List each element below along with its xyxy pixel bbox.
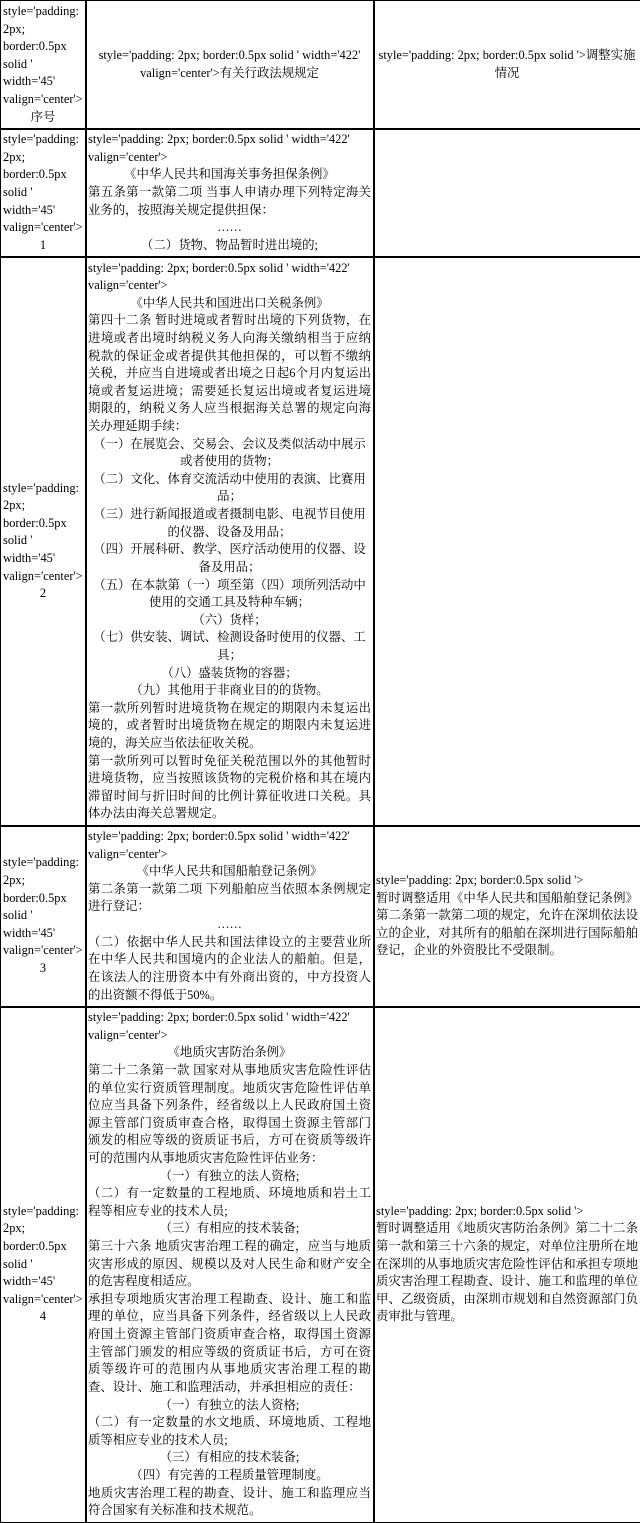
adjustment-paragraph: 暂时调整适用《地质灾害防治条例》第二十二条第一款和第三十六条的规定，对单位注册所在地在深圳的从事地质灾害危险性评估和承担专项地质灾害治理工程勘查、设计、施工和监理的单位甲、乙级资质，由深圳市规划和自然资源部门负责审批与管理。	[376, 1220, 638, 1326]
row-regulation-cell	[86, 129, 374, 257]
row-index-value: 1	[3, 237, 83, 255]
regulation-paragraph: （二）依据中华人民共和国法律设立的主要营业所在中华人民共和国境内的企业法人的船舶。但是，在该法人的注册资本中有外商出资的，中方投资人的出资额不得低于50%。	[88, 934, 371, 1004]
regulation-paragraph: 第一款所列暂时进境货物在规定的期限内未复运出境的，或者暂时出境货物在规定的期限内未复运进境的，海关应当依法征收关税。	[88, 700, 371, 753]
raw-attr-text: style='padding: 2px; border:0.5px solid ' width='422' valign='center'>	[88, 1010, 353, 1042]
table-header-row	[1, 1, 640, 129]
regulation-title: 《中华人民共和国进出口关税条例》	[88, 295, 371, 313]
regulation-paragraph: 第四十二条 暂时进境或者暂时出境的下列货物，在进境或者出境时纳税义务人向海关缴纳相当于应纳税款的保证金或者提供其他担保的，可以暂不缴纳关税，并应当自进境或者出境之日起6个月内复运出境或者复运进境；需要延长复运出境或者复运进境期限的，纳税义务人应当根据海关总署的规定向海关办理延期手续：	[88, 312, 371, 435]
column-header-regulation: 有关行政法规规定	[220, 66, 319, 80]
table-row	[1, 1007, 640, 1523]
header-cell-index	[1, 1, 86, 129]
regulation-paragraph: ……	[88, 219, 371, 237]
row-adjustment-cell	[374, 826, 640, 1007]
raw-attr-text: style='padding: 2px; border:0.5px solid ' width='45' valign='center'>	[3, 131, 83, 237]
table-row	[1, 257, 640, 826]
regulation-paragraph: 第一款所列可以暂时免征关税范围以外的其他暂时进境货物，应当按照该货物的完税价格和其在境内滞留时间与折旧时间的比例计算征收进口关税。具体办法由海关总署规定。	[88, 753, 371, 823]
regulation-title: 《中华人民共和国船舶登记条例》	[88, 863, 371, 881]
regulation-paragraph: 第三十六条 地质灾害治理工程的确定，应当与地质灾害形成的原因、规模以及对人民生命和财产安全的危害程度相适应。	[88, 1238, 371, 1291]
column-header-adjustment: 调整实施情况	[495, 48, 636, 80]
raw-attr-text: style='padding: 2px; border:0.5px solid ' width='422' valign='center'>	[99, 48, 364, 80]
adjustment-paragraph: 暂时调整适用《中华人民共和国船舶登记条例》第二条第一款第二项的规定，允许在深圳依法设立的企业，对其所有的船舶在深圳进行国际船舶登记，企业的外资股比不受限制。	[376, 890, 638, 960]
row-index-value: 3	[3, 960, 83, 978]
raw-attr-text: style='padding: 2px; border:0.5px solid ' width='422' valign='center'>	[88, 261, 353, 293]
regulation-paragraph: （六）货样；	[88, 612, 371, 630]
row-index-cell	[1, 1007, 86, 1523]
regulation-paragraph: （五）在本款第（一）项至第（四）项所列活动中使用的交通工具及特种车辆；	[88, 577, 371, 612]
regulation-paragraph: 第二十二条第一款 国家对从事地质灾害危险性评估的单位实行资质管理制度。地质灾害危险性评估单位应当具备下列条件，经省级以上人民政府国土资源主管部门资质审查合格，取得国土资源主管部门颁发的相应等级的资质证书后，方可在资质等级许可的范围内从事地质灾害危险性评估业务：	[88, 1062, 371, 1168]
regulation-paragraph: 第五条第一款第二项 当事人申请办理下列特定海关业务的，按照海关规定提供担保：	[88, 184, 371, 219]
regulation-paragraph: 第二条第一款第二项 下列船舶应当依照本条例规定进行登记：	[88, 881, 371, 916]
regulation-paragraph: （四）开展科研、教学、医疗活动使用的仪器、设备及用品；	[88, 541, 371, 576]
regulation-paragraph: （四）有完善的工程质量管理制度。	[88, 1467, 371, 1485]
regulation-title: 《中华人民共和国海关事务担保条例》	[88, 166, 371, 184]
regulation-paragraph: （二）货物、物品暂时进出境的;	[88, 237, 371, 255]
header-cell-adjustment	[374, 1, 640, 129]
table-row	[1, 129, 640, 257]
row-adjustment-cell	[374, 1007, 640, 1523]
row-regulation-cell	[86, 826, 374, 1007]
raw-attr-text: style='padding: 2px; border:0.5px solid ' width='45' valign='center'>	[3, 854, 83, 960]
regulation-paragraph: （二）文化、体育交流活动中使用的表演、比赛用品；	[88, 471, 371, 506]
row-index-value: 4	[3, 1308, 83, 1326]
row-regulation-cell	[86, 1007, 374, 1523]
regulation-paragraph: ……	[88, 916, 371, 934]
raw-attr-text: style='padding: 2px; border:0.5px solid ' width='422' valign='center'>	[88, 829, 353, 861]
regulation-paragraph: 承担专项地质灾害治理工程勘查、设计、施工和监理的单位，应当具备下列条件，经省级以上人民政府国土资源主管部门资质审查合格，取得国土资源主管部门颁发的相应等级的资质证书后，方可在资质等级许可的范围内从事地质灾害治理工程的勘查、设计、施工和监理活动，并承担相应的责任：	[88, 1291, 371, 1397]
regulation-paragraph: （二）有一定数量的工程地质、环境地质和岩土工程等相应专业的技术人员;	[88, 1185, 371, 1220]
regulation-paragraph: （一）在展览会、交易会、会议及类似活动中展示或者使用的货物；	[88, 436, 371, 471]
row-index-cell	[1, 257, 86, 826]
row-index-cell	[1, 826, 86, 1007]
raw-attr-text: style='padding: 2px; border:0.5px solid ' width='45' valign='center'>	[3, 3, 83, 109]
regulation-paragraph: （三）进行新闻报道或者摄制电影、电视节目使用的仪器、设备及用品；	[88, 506, 371, 541]
column-header-index: 序号	[3, 109, 83, 127]
row-adjustment-cell	[374, 129, 640, 257]
regulation-paragraph: （一）有独立的法人资格;	[88, 1397, 371, 1415]
raw-attr-text: style='padding: 2px; border:0.5px solid '>	[379, 48, 586, 62]
regulation-paragraph: （三）有相应的技术装备;	[88, 1449, 371, 1467]
raw-attr-text: style='padding: 2px; border:0.5px solid ' width='45' valign='center'>	[3, 1203, 83, 1309]
row-regulation-cell	[86, 257, 374, 826]
regulation-paragraph: 地质灾害治理工程的勘查、设计、施工和监理应当符合国家有关标准和技术规范。	[88, 1485, 371, 1520]
table-row	[1, 826, 640, 1007]
regulation-paragraph: （七）供安装、调试、检测设备时使用的仪器、工具；	[88, 629, 371, 664]
raw-attr-text: style='padding: 2px; border:0.5px solid '>	[376, 1204, 583, 1218]
regulation-paragraph: （二）有一定数量的水文地质、环境地质、工程地质等相应专业的技术人员;	[88, 1414, 371, 1449]
row-index-cell	[1, 129, 86, 257]
raw-attr-text: style='padding: 2px; border:0.5px solid '>	[376, 873, 583, 887]
regulation-paragraph: （九）其他用于非商业目的的货物。	[88, 682, 371, 700]
regulation-title: 《地质灾害防治条例》	[88, 1044, 371, 1062]
row-adjustment-cell	[374, 257, 640, 826]
regulation-paragraph: （三）有相应的技术装备;	[88, 1220, 371, 1238]
header-cell-regulation	[86, 1, 374, 129]
raw-attr-text: style='padding: 2px; border:0.5px solid ' width='422' valign='center'>	[88, 132, 353, 164]
regulation-paragraph: （八）盛装货物的容器；	[88, 665, 371, 683]
regulation-paragraph: （一）有独立的法人资格;	[88, 1168, 371, 1186]
table-body	[1, 1, 640, 1523]
raw-attr-text: style='padding: 2px; border:0.5px solid ' width='45' valign='center'>	[3, 480, 83, 586]
row-index-value: 2	[3, 585, 83, 603]
